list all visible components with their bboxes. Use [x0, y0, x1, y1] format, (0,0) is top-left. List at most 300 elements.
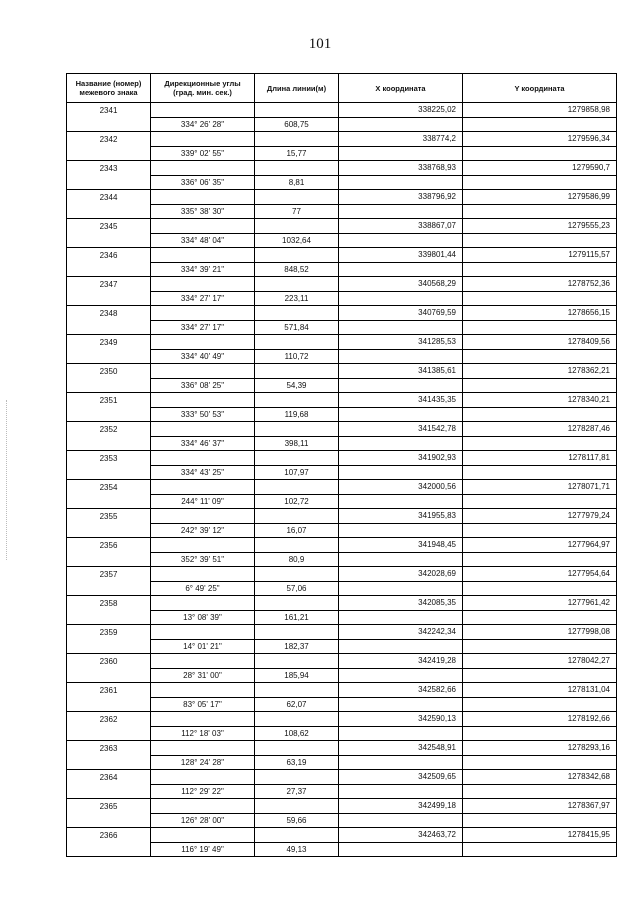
empty-cell	[463, 378, 617, 393]
segment-length: 63,19	[255, 755, 339, 770]
empty-cell	[67, 726, 151, 741]
empty-cell	[151, 596, 255, 611]
empty-cell	[255, 335, 339, 350]
empty-cell	[255, 103, 339, 118]
point-y: 1279590,7	[463, 161, 617, 176]
point-x: 342085,35	[339, 596, 463, 611]
point-name: 2363	[67, 741, 151, 756]
segment-angle: 6° 49' 25"	[151, 581, 255, 596]
segment-row	[67, 639, 617, 654]
empty-cell	[151, 538, 255, 553]
empty-cell	[339, 465, 463, 480]
segment-length: 59,66	[255, 813, 339, 828]
point-x: 338796,92	[339, 190, 463, 205]
empty-cell	[463, 494, 617, 509]
empty-cell	[339, 697, 463, 712]
empty-cell	[463, 233, 617, 248]
point-name: 2364	[67, 770, 151, 785]
point-x: 340568,29	[339, 277, 463, 292]
segment-angle: 28° 31' 00"	[151, 668, 255, 683]
empty-cell	[339, 233, 463, 248]
empty-cell	[463, 117, 617, 132]
point-y: 1278362,21	[463, 364, 617, 379]
segment-row	[67, 262, 617, 277]
segment-angle: 334° 26' 28"	[151, 117, 255, 132]
segment-row	[67, 233, 617, 248]
point-row	[67, 567, 617, 582]
segment-angle: 14° 01' 21"	[151, 639, 255, 654]
empty-cell	[67, 465, 151, 480]
point-name: 2343	[67, 161, 151, 176]
table-body	[67, 103, 617, 857]
point-row	[67, 625, 617, 640]
empty-cell	[255, 567, 339, 582]
segment-length: 80,9	[255, 552, 339, 567]
point-name: 2349	[67, 335, 151, 350]
point-y: 1278071,71	[463, 480, 617, 495]
point-name: 2358	[67, 596, 151, 611]
segment-length: 571,84	[255, 320, 339, 335]
segment-angle: 333° 50' 53"	[151, 407, 255, 422]
point-y: 1278342,68	[463, 770, 617, 785]
empty-cell	[255, 625, 339, 640]
segment-angle: 334° 48' 04"	[151, 233, 255, 248]
empty-cell	[339, 639, 463, 654]
segment-angle: 334° 43' 25"	[151, 465, 255, 480]
segment-row	[67, 436, 617, 451]
empty-cell	[339, 668, 463, 683]
empty-cell	[67, 204, 151, 219]
empty-cell	[255, 683, 339, 698]
segment-length: 49,13	[255, 842, 339, 857]
empty-cell	[463, 639, 617, 654]
empty-cell	[67, 320, 151, 335]
empty-cell	[339, 349, 463, 364]
empty-cell	[339, 407, 463, 422]
point-row	[67, 509, 617, 524]
point-y: 1277961,42	[463, 596, 617, 611]
empty-cell	[463, 581, 617, 596]
segment-angle: 336° 06' 35"	[151, 175, 255, 190]
point-x: 342499,18	[339, 799, 463, 814]
point-y: 1278192,66	[463, 712, 617, 727]
segment-row	[67, 784, 617, 799]
segment-length: 1032,64	[255, 233, 339, 248]
point-y: 1277954,64	[463, 567, 617, 582]
empty-cell	[339, 494, 463, 509]
empty-cell	[67, 233, 151, 248]
empty-cell	[255, 480, 339, 495]
empty-cell	[339, 291, 463, 306]
point-name: 2361	[67, 683, 151, 698]
segment-row	[67, 349, 617, 364]
point-x: 339801,44	[339, 248, 463, 263]
point-row	[67, 596, 617, 611]
header-name: Название (номер) межевого знака	[67, 74, 151, 103]
empty-cell	[151, 132, 255, 147]
empty-cell	[339, 320, 463, 335]
segment-length: 185,94	[255, 668, 339, 683]
empty-cell	[151, 190, 255, 205]
empty-cell	[463, 407, 617, 422]
segment-length: 119,68	[255, 407, 339, 422]
segment-length: 62,07	[255, 697, 339, 712]
segment-angle: 352° 39' 51"	[151, 552, 255, 567]
segment-row	[67, 552, 617, 567]
point-y: 1278042,27	[463, 654, 617, 669]
empty-cell	[151, 103, 255, 118]
segment-angle: 126° 28' 00"	[151, 813, 255, 828]
segment-angle: 242° 39' 12"	[151, 523, 255, 538]
segment-row	[67, 407, 617, 422]
empty-cell	[67, 436, 151, 451]
segment-angle: 334° 27' 17"	[151, 291, 255, 306]
point-y: 1279555,23	[463, 219, 617, 234]
point-x: 338867,07	[339, 219, 463, 234]
segment-row	[67, 813, 617, 828]
point-name: 2355	[67, 509, 151, 524]
segment-row	[67, 146, 617, 161]
empty-cell	[67, 523, 151, 538]
point-row	[67, 393, 617, 408]
empty-cell	[255, 364, 339, 379]
point-row	[67, 741, 617, 756]
margin-mark	[6, 400, 8, 560]
empty-cell	[67, 668, 151, 683]
point-name: 2345	[67, 219, 151, 234]
point-y: 1278367,97	[463, 799, 617, 814]
empty-cell	[255, 219, 339, 234]
segment-row	[67, 755, 617, 770]
empty-cell	[339, 146, 463, 161]
empty-cell	[463, 175, 617, 190]
empty-cell	[339, 610, 463, 625]
header-angle: Дирекционные углы (град. мин. сек.)	[151, 74, 255, 103]
empty-cell	[151, 567, 255, 582]
point-row	[67, 306, 617, 321]
point-row	[67, 161, 617, 176]
segment-row	[67, 726, 617, 741]
point-row	[67, 103, 617, 118]
table-header-row	[67, 74, 617, 103]
empty-cell	[463, 842, 617, 857]
empty-cell	[151, 683, 255, 698]
empty-cell	[151, 654, 255, 669]
point-row	[67, 248, 617, 263]
segment-length: 15,77	[255, 146, 339, 161]
empty-cell	[339, 523, 463, 538]
empty-cell	[151, 741, 255, 756]
empty-cell	[339, 784, 463, 799]
point-row	[67, 828, 617, 843]
point-name: 2350	[67, 364, 151, 379]
point-x: 342028,69	[339, 567, 463, 582]
point-y: 1278293,16	[463, 741, 617, 756]
point-x: 341435,35	[339, 393, 463, 408]
point-y: 1278752,36	[463, 277, 617, 292]
segment-angle: 334° 46' 37"	[151, 436, 255, 451]
point-name: 2353	[67, 451, 151, 466]
segment-length: 398,11	[255, 436, 339, 451]
empty-cell	[67, 146, 151, 161]
empty-cell	[255, 393, 339, 408]
empty-cell	[255, 596, 339, 611]
segment-angle: 334° 39' 21"	[151, 262, 255, 277]
segment-row	[67, 204, 617, 219]
segment-row	[67, 842, 617, 857]
point-name: 2357	[67, 567, 151, 582]
empty-cell	[463, 262, 617, 277]
segment-angle: 116° 19' 49"	[151, 842, 255, 857]
empty-cell	[67, 610, 151, 625]
empty-cell	[151, 422, 255, 437]
header-x: X координата	[339, 74, 463, 103]
empty-cell	[67, 291, 151, 306]
point-row	[67, 219, 617, 234]
empty-cell	[67, 813, 151, 828]
empty-cell	[463, 668, 617, 683]
empty-cell	[67, 117, 151, 132]
segment-row	[67, 494, 617, 509]
empty-cell	[67, 697, 151, 712]
point-y: 1279858,98	[463, 103, 617, 118]
empty-cell	[255, 741, 339, 756]
segment-angle: 112° 29' 22"	[151, 784, 255, 799]
point-row	[67, 364, 617, 379]
empty-cell	[67, 407, 151, 422]
empty-cell	[255, 451, 339, 466]
empty-cell	[151, 828, 255, 843]
segment-row	[67, 117, 617, 132]
empty-cell	[255, 509, 339, 524]
empty-cell	[255, 422, 339, 437]
empty-cell	[255, 799, 339, 814]
segment-length: 110,72	[255, 349, 339, 364]
point-row	[67, 538, 617, 553]
segment-angle: 339° 02' 55"	[151, 146, 255, 161]
segment-length: 54,39	[255, 378, 339, 393]
segment-length: 57,06	[255, 581, 339, 596]
segment-row	[67, 465, 617, 480]
empty-cell	[339, 117, 463, 132]
empty-cell	[151, 625, 255, 640]
empty-cell	[339, 175, 463, 190]
empty-cell	[151, 770, 255, 785]
segment-angle: 244° 11' 09"	[151, 494, 255, 509]
point-x: 341948,45	[339, 538, 463, 553]
empty-cell	[463, 349, 617, 364]
point-y: 1279586,99	[463, 190, 617, 205]
empty-cell	[339, 552, 463, 567]
boundary-coordinates-table	[66, 73, 617, 857]
empty-cell	[463, 552, 617, 567]
point-x: 341542,78	[339, 422, 463, 437]
empty-cell	[339, 755, 463, 770]
empty-cell	[67, 639, 151, 654]
point-row	[67, 132, 617, 147]
point-y: 1278287,46	[463, 422, 617, 437]
point-row	[67, 335, 617, 350]
point-y: 1277979,24	[463, 509, 617, 524]
point-name: 2347	[67, 277, 151, 292]
empty-cell	[255, 538, 339, 553]
empty-cell	[463, 784, 617, 799]
segment-row	[67, 668, 617, 683]
point-name: 2366	[67, 828, 151, 843]
empty-cell	[339, 842, 463, 857]
empty-cell	[255, 828, 339, 843]
segment-row	[67, 610, 617, 625]
segment-row	[67, 378, 617, 393]
point-name: 2346	[67, 248, 151, 263]
empty-cell	[463, 610, 617, 625]
point-y: 1277964,97	[463, 538, 617, 553]
point-x: 338774,2	[339, 132, 463, 147]
empty-cell	[255, 306, 339, 321]
empty-cell	[339, 813, 463, 828]
point-name: 2360	[67, 654, 151, 669]
point-x: 338225,02	[339, 103, 463, 118]
empty-cell	[463, 813, 617, 828]
segment-angle: 335° 38' 30"	[151, 204, 255, 219]
point-name: 2348	[67, 306, 151, 321]
segment-row	[67, 175, 617, 190]
empty-cell	[339, 436, 463, 451]
point-name: 2362	[67, 712, 151, 727]
empty-cell	[151, 161, 255, 176]
point-x: 342463,72	[339, 828, 463, 843]
point-row	[67, 712, 617, 727]
segment-length: 108,62	[255, 726, 339, 741]
point-name: 2341	[67, 103, 151, 118]
point-name: 2344	[67, 190, 151, 205]
empty-cell	[463, 465, 617, 480]
point-x: 342000,56	[339, 480, 463, 495]
empty-cell	[463, 204, 617, 219]
segment-length: 182,37	[255, 639, 339, 654]
empty-cell	[151, 480, 255, 495]
point-x: 338768,93	[339, 161, 463, 176]
empty-cell	[463, 436, 617, 451]
page-number: 101	[308, 36, 332, 52]
empty-cell	[339, 204, 463, 219]
point-name: 2351	[67, 393, 151, 408]
segment-angle: 13° 08' 39"	[151, 610, 255, 625]
point-y: 1279596,34	[463, 132, 617, 147]
segment-angle: 334° 27' 17"	[151, 320, 255, 335]
segment-angle: 83° 05' 17"	[151, 697, 255, 712]
segment-length: 161,21	[255, 610, 339, 625]
empty-cell	[463, 523, 617, 538]
point-row	[67, 422, 617, 437]
point-row	[67, 190, 617, 205]
empty-cell	[463, 146, 617, 161]
empty-cell	[339, 581, 463, 596]
segment-length: 8,81	[255, 175, 339, 190]
segment-length: 848,52	[255, 262, 339, 277]
empty-cell	[67, 842, 151, 857]
segment-length: 608,75	[255, 117, 339, 132]
point-row	[67, 770, 617, 785]
point-y: 1277998,08	[463, 625, 617, 640]
header-length: Длина линии(м)	[255, 74, 339, 103]
point-y: 1278409,56	[463, 335, 617, 350]
segment-length: 16,07	[255, 523, 339, 538]
empty-cell	[151, 451, 255, 466]
empty-cell	[463, 697, 617, 712]
point-x: 342590,13	[339, 712, 463, 727]
empty-cell	[255, 277, 339, 292]
point-x: 342548,91	[339, 741, 463, 756]
empty-cell	[151, 219, 255, 234]
point-name: 2342	[67, 132, 151, 147]
empty-cell	[67, 262, 151, 277]
empty-cell	[151, 393, 255, 408]
empty-cell	[151, 277, 255, 292]
point-x: 341902,93	[339, 451, 463, 466]
empty-cell	[255, 190, 339, 205]
point-x: 342582,66	[339, 683, 463, 698]
segment-row	[67, 320, 617, 335]
empty-cell	[255, 770, 339, 785]
empty-cell	[151, 248, 255, 263]
point-x: 342509,65	[339, 770, 463, 785]
empty-cell	[255, 712, 339, 727]
point-x: 342419,28	[339, 654, 463, 669]
segment-angle: 112° 18' 03"	[151, 726, 255, 741]
empty-cell	[463, 291, 617, 306]
empty-cell	[151, 712, 255, 727]
point-y: 1279115,57	[463, 248, 617, 263]
empty-cell	[339, 378, 463, 393]
point-x: 341955,83	[339, 509, 463, 524]
point-y: 1278117,81	[463, 451, 617, 466]
empty-cell	[255, 654, 339, 669]
segment-length: 27,37	[255, 784, 339, 799]
point-y: 1278340,21	[463, 393, 617, 408]
empty-cell	[463, 755, 617, 770]
empty-cell	[67, 175, 151, 190]
segment-row	[67, 697, 617, 712]
empty-cell	[67, 378, 151, 393]
empty-cell	[255, 248, 339, 263]
empty-cell	[151, 335, 255, 350]
empty-cell	[67, 784, 151, 799]
segment-length: 77	[255, 204, 339, 219]
segment-angle: 336° 08' 25"	[151, 378, 255, 393]
point-x: 340769,59	[339, 306, 463, 321]
empty-cell	[67, 494, 151, 509]
segment-row	[67, 291, 617, 306]
empty-cell	[339, 262, 463, 277]
segment-angle: 128° 24' 28"	[151, 755, 255, 770]
point-row	[67, 799, 617, 814]
point-row	[67, 683, 617, 698]
point-name: 2356	[67, 538, 151, 553]
point-y: 1278656,15	[463, 306, 617, 321]
segment-length: 107,97	[255, 465, 339, 480]
empty-cell	[463, 320, 617, 335]
segment-angle: 334° 40' 49"	[151, 349, 255, 364]
point-name: 2354	[67, 480, 151, 495]
empty-cell	[151, 364, 255, 379]
empty-cell	[151, 799, 255, 814]
empty-cell	[67, 552, 151, 567]
point-y: 1278415,95	[463, 828, 617, 843]
point-row	[67, 277, 617, 292]
empty-cell	[255, 161, 339, 176]
empty-cell	[255, 132, 339, 147]
